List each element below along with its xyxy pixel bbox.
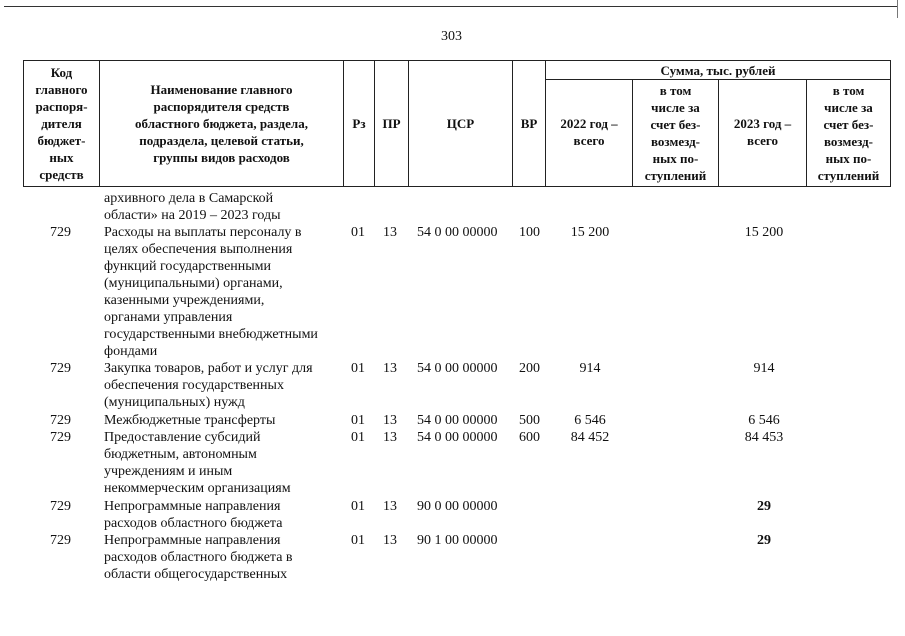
header-code: Код главного распоря- дителя бюджет- ных средств	[35, 65, 88, 182]
row-name: архивного дела в Самарской области» на 2019 – 2023 годы	[104, 191, 281, 223]
row-name: Расходы на выплаты персоналу в целях обеспечения выполнения функций государственными (муниципальными) органами, казенными учреждениями, органами управления государственными внебюджетными фондами	[104, 225, 318, 359]
row-csr: 54 0 00 00000	[417, 361, 498, 376]
row-csr: 54 0 00 00000	[417, 225, 498, 240]
row-2023-total: 29	[757, 533, 771, 548]
row-code: 729	[50, 430, 71, 445]
row-2023-total: 6 546	[748, 413, 780, 428]
row-name: Межбюджетные трансферты	[104, 413, 276, 428]
row-2023-total: 15 200	[744, 225, 784, 240]
row-csr: 90 1 00 00000	[417, 533, 498, 548]
row-name: Непрограммные направления расходов областного бюджета	[104, 499, 283, 531]
row-name: Закупка товаров, работ и услуг для обеспечения государственных (муниципальных) нужд	[104, 361, 313, 410]
row-rz: 01	[351, 361, 365, 376]
row-rz: 01	[351, 225, 365, 240]
page-edge-mark	[897, 0, 898, 18]
row-csr: 54 0 00 00000	[417, 430, 498, 445]
row-vr: 600	[519, 430, 540, 445]
row-2022-total: 6 546	[574, 413, 606, 428]
row-vr: 100	[519, 225, 540, 240]
row-code: 729	[50, 413, 71, 428]
row-2022-total: 84 452	[570, 430, 610, 445]
header-vr: ВР	[520, 116, 538, 131]
header-bottom-border	[23, 186, 891, 187]
header-col-divider	[890, 60, 891, 187]
header-name: Наименование главного распорядителя средств областного бюджета, раздела, подраздела, целевой статьи, группы видов расходов	[135, 82, 308, 165]
page-number: 303	[441, 29, 462, 44]
row-2022-total: 914	[579, 361, 601, 376]
header-2023-total: 2023 год – всего	[733, 116, 792, 148]
row-pr: 13	[383, 413, 397, 428]
row-rz: 01	[351, 430, 365, 445]
header-top-border	[23, 60, 891, 61]
header-pr: ПР	[382, 116, 401, 131]
header-sum-title: Сумма, тыс. рублей	[660, 63, 776, 78]
header-2023-free: в том числе за счет без- возмезд- ных по- ступлений	[817, 83, 880, 183]
row-csr: 90 0 00 00000	[417, 499, 498, 514]
row-vr: 200	[519, 361, 540, 376]
row-2023-total: 29	[757, 499, 771, 514]
row-rz: 01	[351, 533, 365, 548]
row-code: 729	[50, 361, 71, 376]
row-pr: 13	[383, 430, 397, 445]
header-2022-total: 2022 год – всего	[560, 116, 618, 148]
row-2023-total: 84 453	[744, 430, 784, 445]
row-code: 729	[50, 499, 71, 514]
row-name: Предоставление субсидий бюджетным, автономным учреждениям и иным некоммерческим организациям	[104, 430, 291, 496]
row-code: 729	[50, 533, 71, 548]
row-rz: 01	[351, 413, 365, 428]
row-pr: 13	[383, 533, 397, 548]
top-rule	[4, 6, 897, 7]
header-rz: Рз	[352, 116, 366, 131]
header-csr: ЦСР	[446, 116, 475, 131]
row-vr: 500	[519, 413, 540, 428]
row-2022-total: 15 200	[570, 225, 610, 240]
row-pr: 13	[383, 225, 397, 240]
row-pr: 13	[383, 499, 397, 514]
row-csr: 54 0 00 00000	[417, 413, 498, 428]
row-rz: 01	[351, 499, 365, 514]
header-2022-free: в том числе за счет без- возмезд- ных по- ступлений	[644, 83, 707, 183]
row-pr: 13	[383, 361, 397, 376]
row-2023-total: 914	[753, 361, 775, 376]
row-name: Непрограммные направления расходов областного бюджета в области общегосударственных	[104, 533, 293, 582]
row-code: 729	[50, 225, 71, 240]
